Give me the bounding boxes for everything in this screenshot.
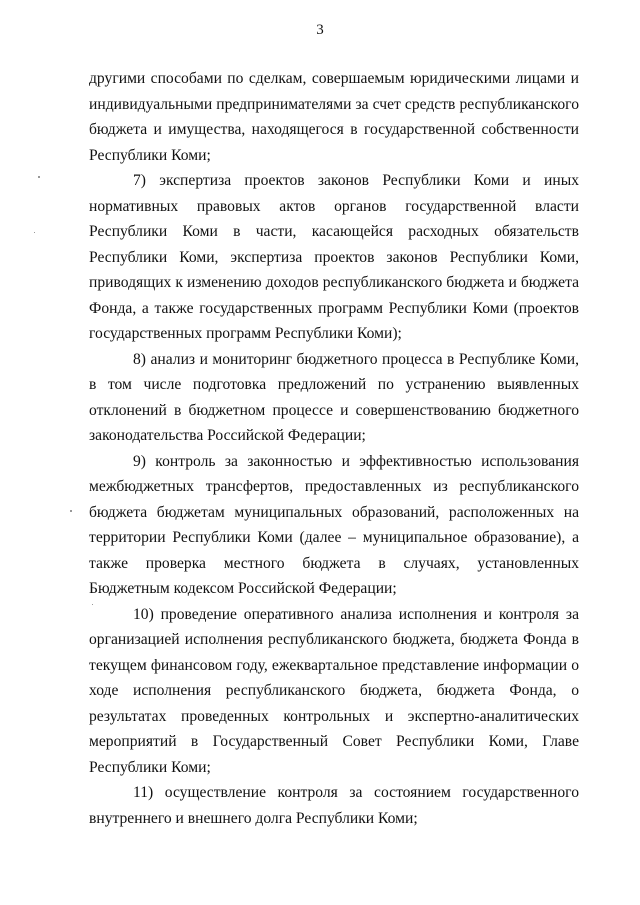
paragraph-item-7: 7) экспертиза проектов законов Республики Коми и иных нормативных правовых актов органов государственной власти Республики Коми в части, касающейся расходных обязательств Республики Коми, экспертиза проектов законов Республики Коми, приводящих к изменению доходов республиканского бюджета и бюджета Фонда, а также государственных программ Республики Коми (проектов государственных программ Республики Коми); [89,172,579,342]
scan-speck [70,510,72,512]
paragraph-item-10: 10) проведение оперативного анализа исполнения и контроля за организацией исполнения республиканского бюджета, бюджета Фонда в текущем финансовом году, ежеквартальное представление информации о ходе исполнения республиканского бюджета, бюджета Фонда, о результатах проведенных контрольных и экспертно-аналитических мероприятий в Государственный Совет Республики Коми, Главе Республики Коми; [89,605,579,776]
page-number: 3 [316,22,324,38]
paragraph-item-11: 11) осуществление контроля за состоянием государственного внутреннего и внешнего долга Республики Коми; [89,784,579,827]
scan-speck [38,176,40,178]
paragraph-item-9: 9) контроль за законностью и эффективностью использования межбюджетных трансфертов, предоставленных из республиканского бюджета бюджетам муниципальных образований, расположенных на территории Республики Коми (далее – муниципальное образование), а также проверка местного бюджета в случаях, установленных Бюджетным кодексом Российской Федерации; [89,452,579,597]
scan-speck [92,604,93,605]
paragraph-continuation: другими способами по сделкам, совершаемым юридическими лицами и индивидуальными предпринимателями за счет средств республиканского бюджета и имущества, находящегося в государственной собственности Республики Коми; [89,70,579,164]
document-body [89,66,579,831]
paragraph-item-8: 8) анализ и мониторинг бюджетного процесса в Республике Коми, в том числе подготовка предложений по устранению выявленных отклонений в бюджетном процессе и совершенствованию бюджетного законодательства Российской Федерации; [89,350,579,444]
scan-speck [34,232,35,233]
